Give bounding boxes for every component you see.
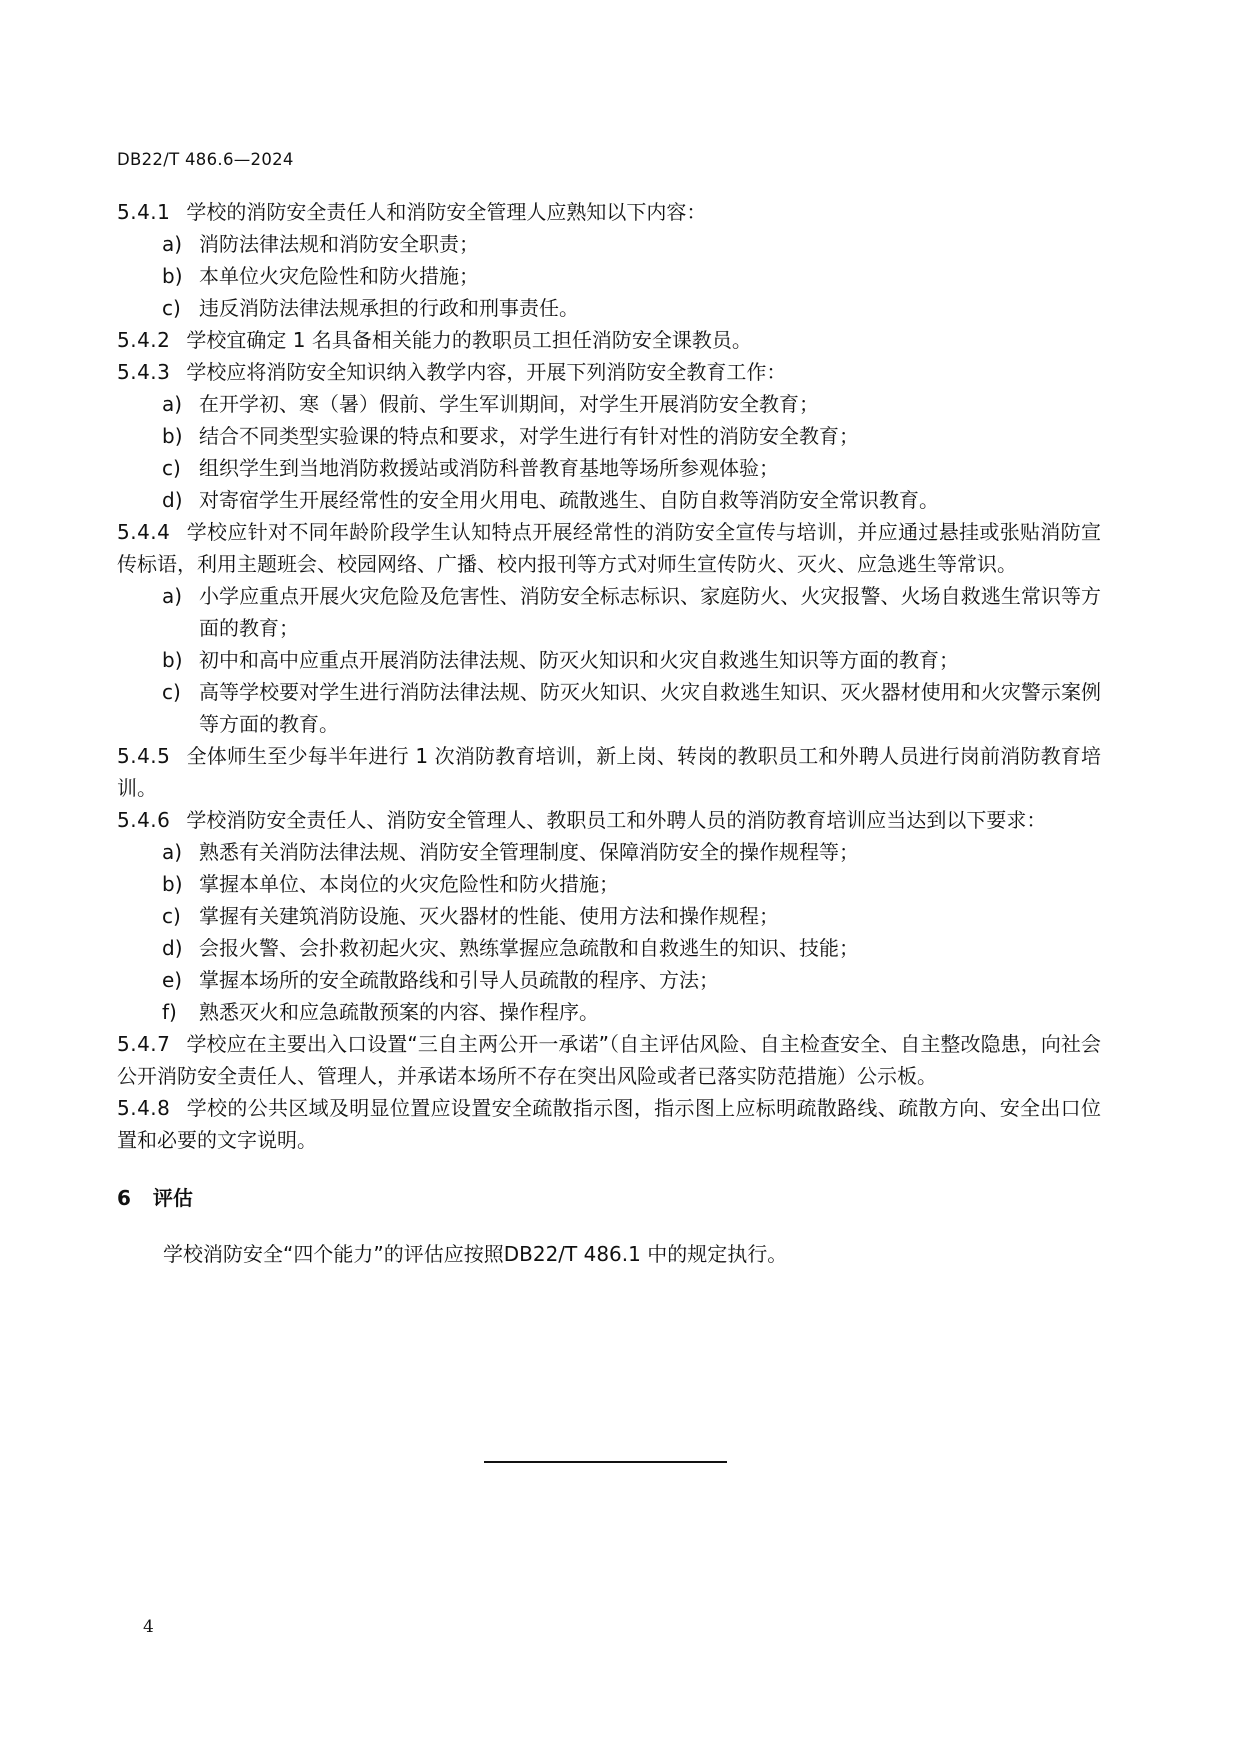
clause-5-4-1-list <box>117 228 1101 324</box>
list-item-text: 违反消防法律法规承担的行政和刑事责任。 <box>199 296 579 320</box>
clause-number: 5.4.3 <box>117 360 171 384</box>
list-item-text: 本单位火灾危险性和防火措施； <box>199 264 479 288</box>
clause-number: 5.4.6 <box>117 808 171 832</box>
clause-text: 学校宜确定 1 名具备相关能力的教职员工担任消防安全课教员。 <box>186 328 752 352</box>
list-item-text: 在开学初、寒（暑）假前、学生军训期间，对学生开展消防安全教育； <box>199 392 819 416</box>
list-item-text: 熟悉有关消防法律法规、消防安全管理制度、保障消防安全的操作规程等； <box>199 840 859 864</box>
list-item-text: 对寄宿学生开展经常性的安全用火用电、疏散逃生、自防自救等消防安全常识教育。 <box>199 488 939 512</box>
list-item <box>117 676 1101 740</box>
list-marker: c) <box>162 680 181 704</box>
clause-number: 5.4.4 <box>117 520 171 544</box>
list-marker: d) <box>162 936 183 960</box>
list-marker: e) <box>162 968 183 992</box>
clause-5-4-7 <box>117 1028 1101 1092</box>
clause-text: 学校应针对不同年龄阶段学生认知特点开展经常性的消防安全宣传与培训，并应通过悬挂或张贴消防宣传标语，利用主题班会、校园网络、广播、校内报刊等方式对师生宣传防火、灭火、应急逃生等常识。 <box>117 520 1101 576</box>
clause-5-4-6-list <box>117 836 1101 1028</box>
list-item <box>117 932 1101 964</box>
clause-5-4-4-list <box>117 580 1101 740</box>
list-item <box>117 388 1101 420</box>
end-of-document-rule <box>484 1461 727 1463</box>
list-marker: d) <box>162 488 183 512</box>
list-item-text: 组织学生到当地消防救援站或消防科普教育基地等场所参观体验； <box>199 456 779 480</box>
list-item <box>117 580 1101 644</box>
list-item <box>117 900 1101 932</box>
clause-number: 5.4.5 <box>117 744 171 768</box>
clause-5-4-3 <box>117 356 1101 388</box>
clause-text: 全体师生至少每半年进行 1 次消防教育培训，新上岗、转岗的教职员工和外聘人员进行岗前消防教育培训。 <box>117 744 1101 800</box>
clause-text: 学校应将消防安全知识纳入教学内容，开展下列消防安全教育工作： <box>186 360 787 384</box>
document-code-header: DB22/T 486.6—2024 <box>117 150 294 169</box>
list-item <box>117 484 1101 516</box>
clause-text: 学校的消防安全责任人和消防安全管理人应熟知以下内容： <box>186 200 707 224</box>
list-item <box>117 868 1101 900</box>
list-marker: b) <box>162 264 183 288</box>
list-item <box>117 996 1101 1028</box>
list-marker: b) <box>162 424 183 448</box>
clause-5-4-1 <box>117 196 1101 228</box>
list-item <box>117 644 1101 676</box>
list-item-text: 小学应重点开展火灾危险及危害性、消防安全标志标识、家庭防火、火灾报警、火场自救逃生常识等方面的教育； <box>199 584 1101 640</box>
list-item-text: 掌握有关建筑消防设施、灭火器材的性能、使用方法和操作规程； <box>199 904 779 928</box>
list-marker: a) <box>162 584 183 608</box>
list-item-text: 结合不同类型实验课的特点和要求，对学生进行有针对性的消防安全教育； <box>199 424 859 448</box>
clause-text: 学校的公共区域及明显位置应设置安全疏散指示图，指示图上应标明疏散路线、疏散方向、安全出口位置和必要的文字说明。 <box>117 1096 1101 1152</box>
list-item-text: 掌握本单位、本岗位的火灾危险性和防火措施； <box>199 872 619 896</box>
clause-5-4-6 <box>117 804 1101 836</box>
list-item <box>117 452 1101 484</box>
list-marker: c) <box>162 296 181 320</box>
list-item <box>117 292 1101 324</box>
clause-5-4-8 <box>117 1092 1101 1156</box>
clause-number: 5.4.2 <box>117 328 171 352</box>
list-item-text: 掌握本场所的安全疏散路线和引导人员疏散的程序、方法； <box>199 968 719 992</box>
list-item <box>117 228 1101 260</box>
clause-5-4-2 <box>117 324 1101 356</box>
section-6-body: 学校消防安全“四个能力”的评估应按照DB22/T 486.1 中的规定执行。 <box>163 1242 788 1266</box>
list-marker: a) <box>162 392 183 416</box>
list-item-text: 会报火警、会扑救初起火灾、熟练掌握应急疏散和自救逃生的知识、技能； <box>199 936 859 960</box>
list-marker: a) <box>162 232 183 256</box>
clause-number: 5.4.8 <box>117 1096 171 1120</box>
list-item-text: 消防法律法规和消防安全职责； <box>199 232 479 256</box>
clause-text: 学校消防安全责任人、消防安全管理人、教职员工和外聘人员的消防教育培训应当达到以下要求： <box>186 808 1047 832</box>
list-item-text: 熟悉灭火和应急疏散预案的内容、操作程序。 <box>199 1000 599 1024</box>
clause-number: 5.4.7 <box>117 1032 171 1056</box>
section-6-heading <box>117 1182 1101 1214</box>
list-item <box>117 260 1101 292</box>
list-item <box>117 420 1101 452</box>
document-body <box>117 196 1101 1270</box>
list-item-text: 高等学校要对学生进行消防法律法规、防灭火知识、火灾自救逃生知识、灭火器材使用和火灾警示案例等方面的教育。 <box>199 680 1101 736</box>
list-marker: f) <box>162 1000 177 1024</box>
list-item-text: 初中和高中应重点开展消防法律法规、防灭火知识和火灾自救逃生知识等方面的教育； <box>199 648 959 672</box>
list-marker: c) <box>162 904 181 928</box>
clause-5-4-4 <box>117 516 1101 580</box>
list-item <box>117 964 1101 996</box>
page-number: 4 <box>143 1617 154 1637</box>
clause-text: 学校应在主要出入口设置“三自主两公开一承诺”（自主评估风险、自主检查安全、自主整改隐患，向社会公开消防安全责任人、管理人，并承诺本场所不存在突出风险或者已落实防范措施）公示板。 <box>117 1032 1101 1088</box>
clause-number: 5.4.1 <box>117 200 171 224</box>
section-title: 评估 <box>152 1186 193 1210</box>
list-marker: c) <box>162 456 181 480</box>
clause-5-4-5 <box>117 740 1101 804</box>
clause-5-4-3-list <box>117 388 1101 516</box>
list-marker: b) <box>162 648 183 672</box>
section-number: 6 <box>117 1186 131 1210</box>
list-marker: b) <box>162 872 183 896</box>
list-item <box>117 836 1101 868</box>
list-marker: a) <box>162 840 183 864</box>
